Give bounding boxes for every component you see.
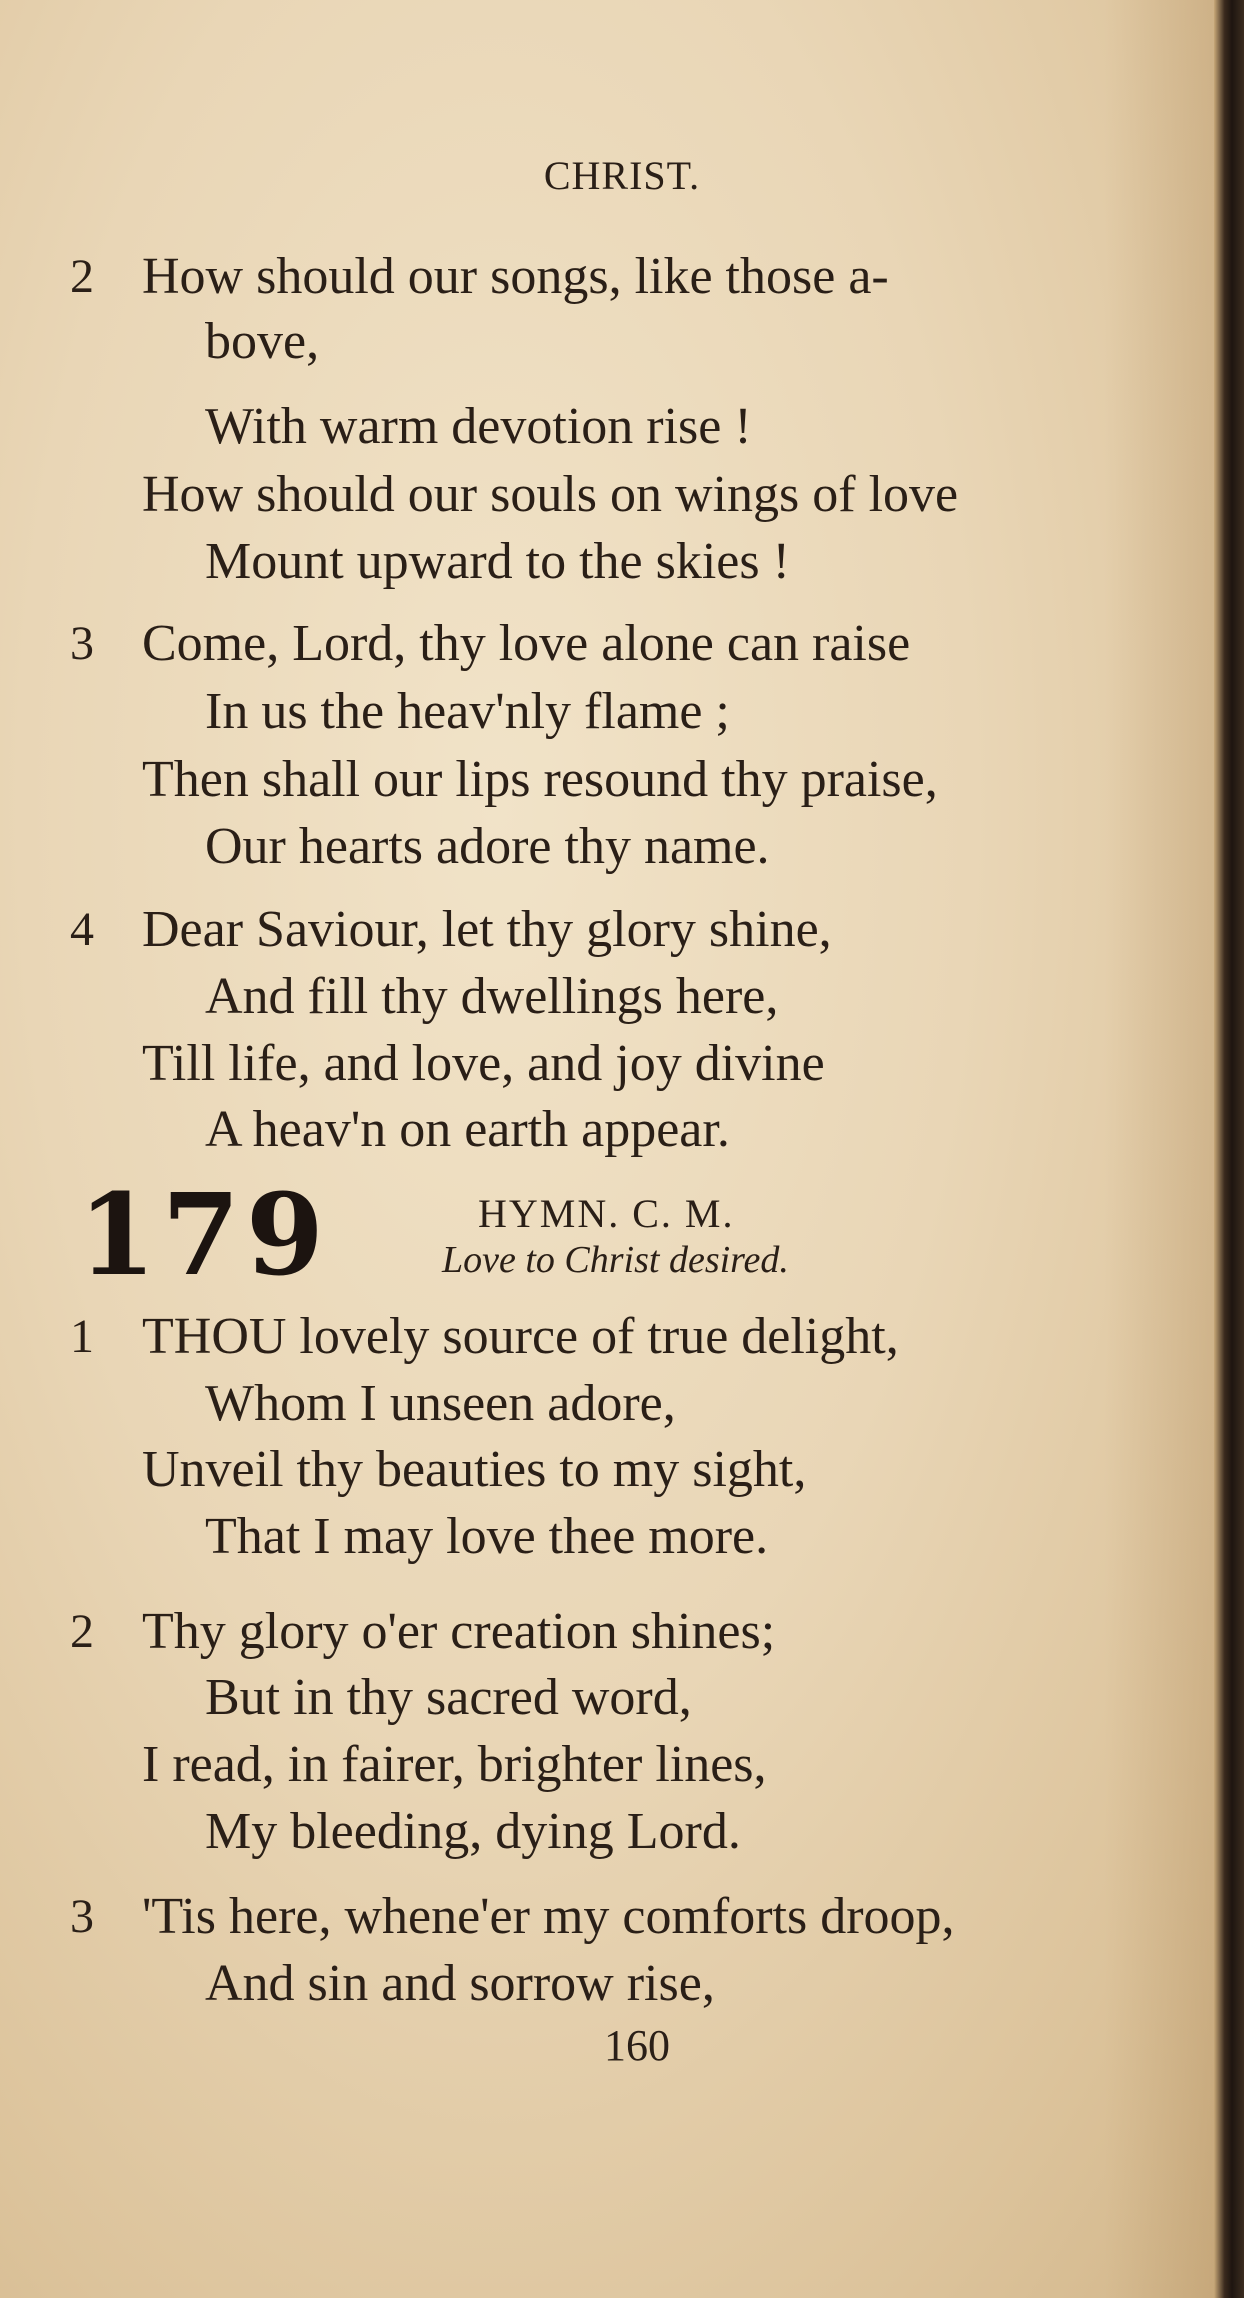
verse-line: How should our songs, like those a- — [142, 248, 889, 305]
verse-line: 'Tis here, whene'er my comforts droop, — [142, 1888, 955, 1945]
hymn-number: 179 — [78, 1170, 330, 1301]
page-edge-stain — [1104, 0, 1214, 2298]
page-number: 160 — [604, 2021, 670, 2070]
verse-line: Till life, and love, and joy divine — [142, 1035, 825, 1092]
verse-line: That I may love thee more. — [205, 1508, 769, 1565]
book-spine-edge — [1214, 0, 1244, 2298]
hymn-title: Love to Christ desired. — [442, 1239, 789, 1281]
verse-line: Thy glory o'er creation shines; — [142, 1603, 776, 1660]
verse-line: Dear Saviour, let thy glory shine, — [142, 901, 832, 958]
stanza-number: 2 — [70, 250, 94, 303]
stanza-number: 1 — [70, 1310, 94, 1363]
verse-line: How should our souls on wings of love — [142, 466, 959, 523]
verse-line: And sin and sorrow rise, — [205, 1955, 715, 2012]
stanza-number: 3 — [70, 1890, 94, 1943]
verse-line: With warm devotion rise ! — [205, 398, 752, 455]
verse-line: Our hearts adore thy name. — [205, 818, 770, 875]
verse-line: bove, — [205, 313, 320, 370]
hymn-meter: HYMN. C. M. — [478, 1191, 735, 1236]
verse-line: Unveil thy beauties to my sight, — [142, 1441, 807, 1498]
stanza-number: 3 — [70, 617, 94, 670]
verse-line: In us the heav'nly flame ; — [205, 683, 730, 740]
verse-line: Whom I unseen adore, — [205, 1375, 676, 1432]
verse-line: I read, in fairer, brighter lines, — [142, 1736, 767, 1793]
verse-line: Come, Lord, thy love alone can raise — [142, 615, 911, 672]
verse-line: THOU lovely source of true delight, — [142, 1308, 899, 1365]
verse-line: My bleeding, dying Lord. — [205, 1803, 741, 1860]
verse-line: Mount upward to the skies ! — [205, 533, 790, 590]
verse-line: A heav'n on earth appear. — [205, 1101, 730, 1158]
stanza-number: 4 — [70, 903, 94, 956]
verse-line: Then shall our lips resound thy praise, — [142, 751, 938, 808]
verse-line: But in thy sacred word, — [205, 1669, 692, 1726]
running-head: CHRIST. — [543, 153, 701, 198]
verse-line: And fill thy dwellings here, — [205, 968, 779, 1025]
stanza-number: 2 — [70, 1605, 94, 1658]
